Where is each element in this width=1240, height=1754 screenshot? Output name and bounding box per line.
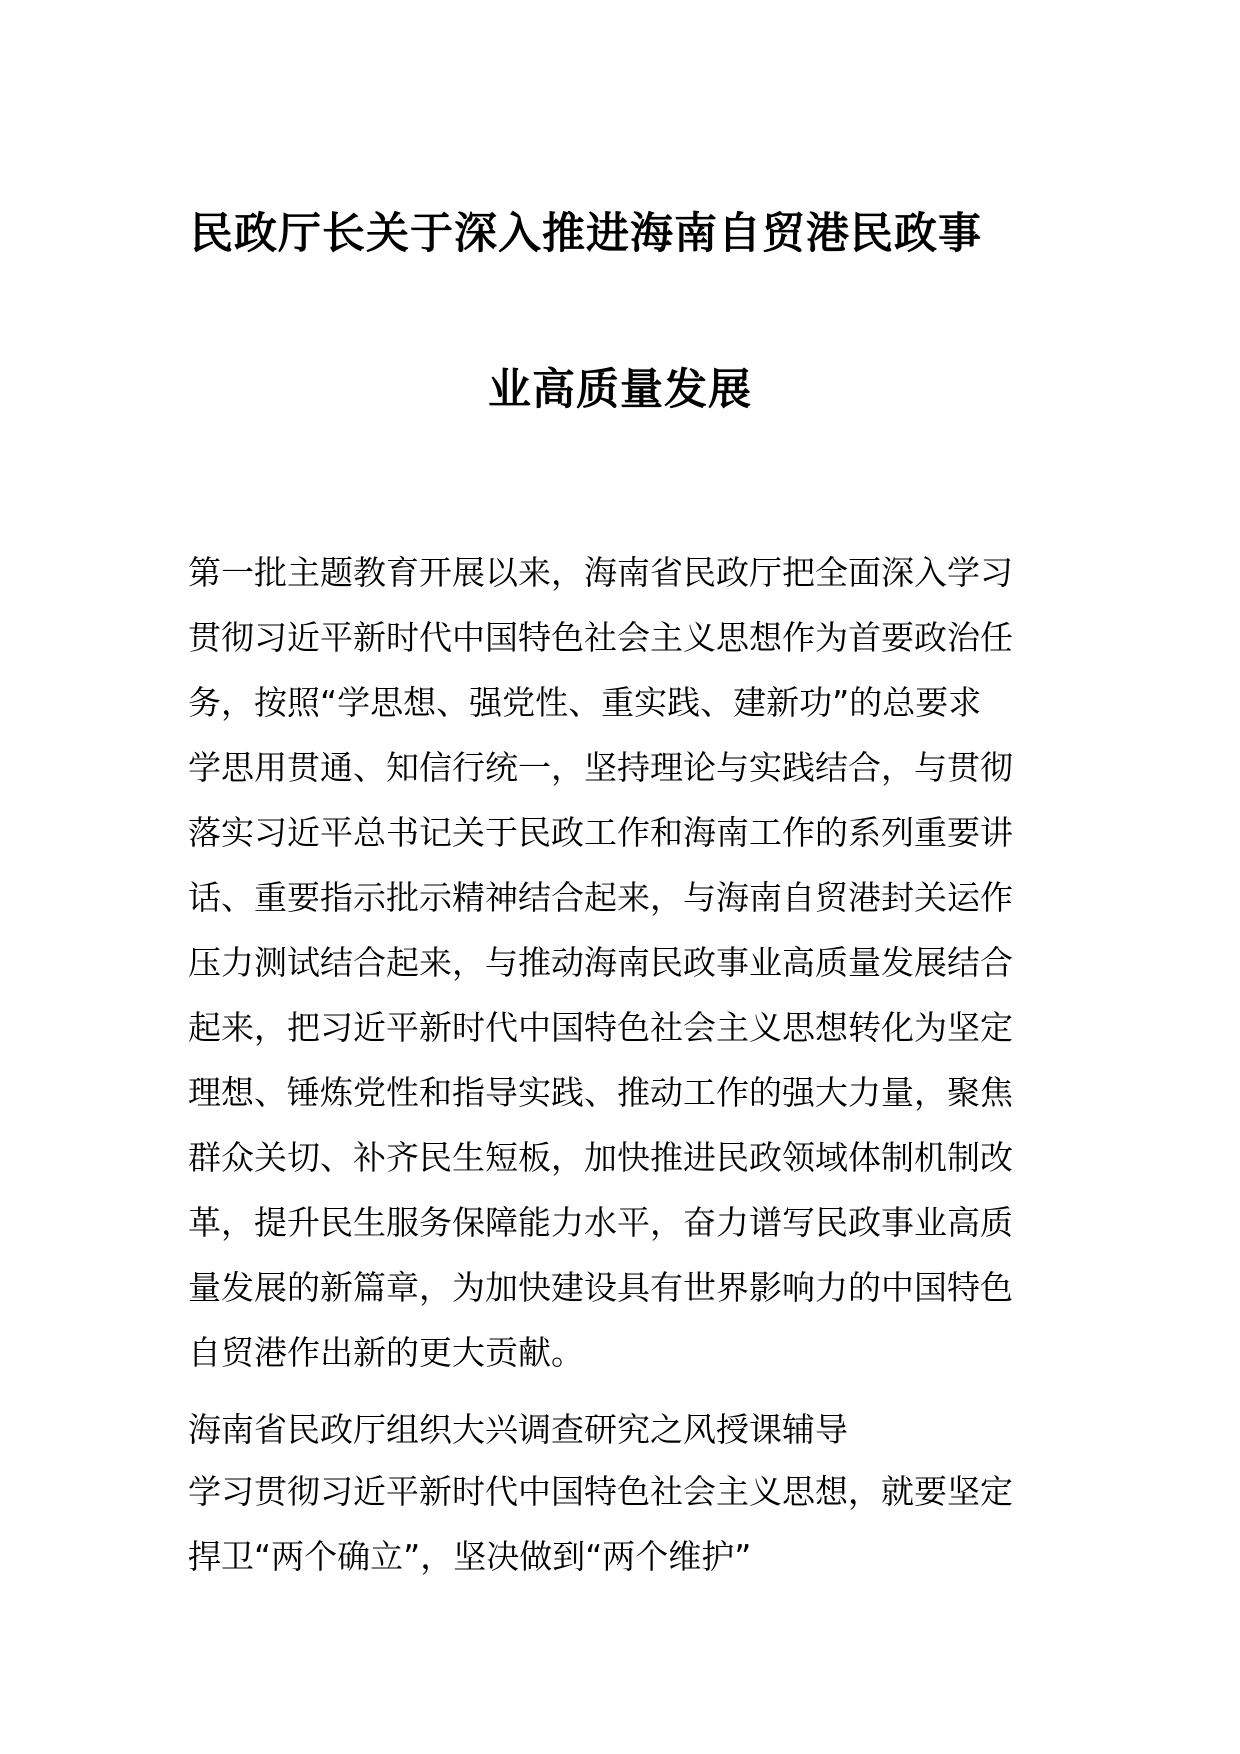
paragraph-line: 理想、锤炼党性和指导实践、推动工作的强大力量，聚焦 <box>188 1073 1013 1112</box>
paragraph-line: 量发展的新篇章，为加快建设具有世界影响力的中国特色 <box>188 1268 1013 1307</box>
paragraph-line: 起来，把习近平新时代中国特色社会主义思想转化为坚定 <box>188 1008 1013 1047</box>
document-title-line-2: 业高质量发展 <box>488 365 752 415</box>
paragraph-line: 话、重要指示批示精神结合起来，与海南自贸港封关运作 <box>188 878 1013 917</box>
paragraph-line: 自贸港作出新的更大贡献。 <box>188 1333 584 1372</box>
paragraph-line: 群众关切、补齐民生短板，加快推进民政领域体制机制改 <box>188 1138 1013 1177</box>
paragraph-line: 贯彻习近平新时代中国特色社会主义思想作为首要政治任 <box>188 618 1013 657</box>
paragraph-line: 学思用贯通、知信行统一，坚持理论与实践结合，与贯彻 <box>188 748 1013 787</box>
sub-paragraph <box>188 1459 1058 1589</box>
main-paragraph <box>188 540 1058 1385</box>
paragraph-line: 第一批主题教育开展以来，海南省民政厅把全面深入学习 <box>188 553 1013 592</box>
paragraph-line: 学习贯彻习近平新时代中国特色社会主义思想，就要坚定 <box>188 1472 1013 1511</box>
paragraph-line: 革，提升民生服务保障能力水平，奋力谱写民政事业高质 <box>188 1203 1013 1242</box>
document-title-line-1: 民政厅长关于深入推进海南自贸港民政事 <box>190 209 982 259</box>
section-heading-text: 海南省民政厅组织大兴调查研究之风授课辅导 <box>188 1410 848 1449</box>
paragraph-line: 捍卫“两个确立”，坚决做到“两个维护” <box>188 1537 752 1576</box>
section-heading <box>188 1397 1058 1462</box>
paragraph-line: 务，按照“学思想、强党性、重实践、建新功”的总要求 <box>188 683 982 722</box>
paragraph-line: 压力测试结合起来，与推动海南民政事业高质量发展结合 <box>188 943 1013 982</box>
paragraph-line: 落实习近平总书记关于民政工作和海南工作的系列重要讲 <box>188 813 1013 852</box>
